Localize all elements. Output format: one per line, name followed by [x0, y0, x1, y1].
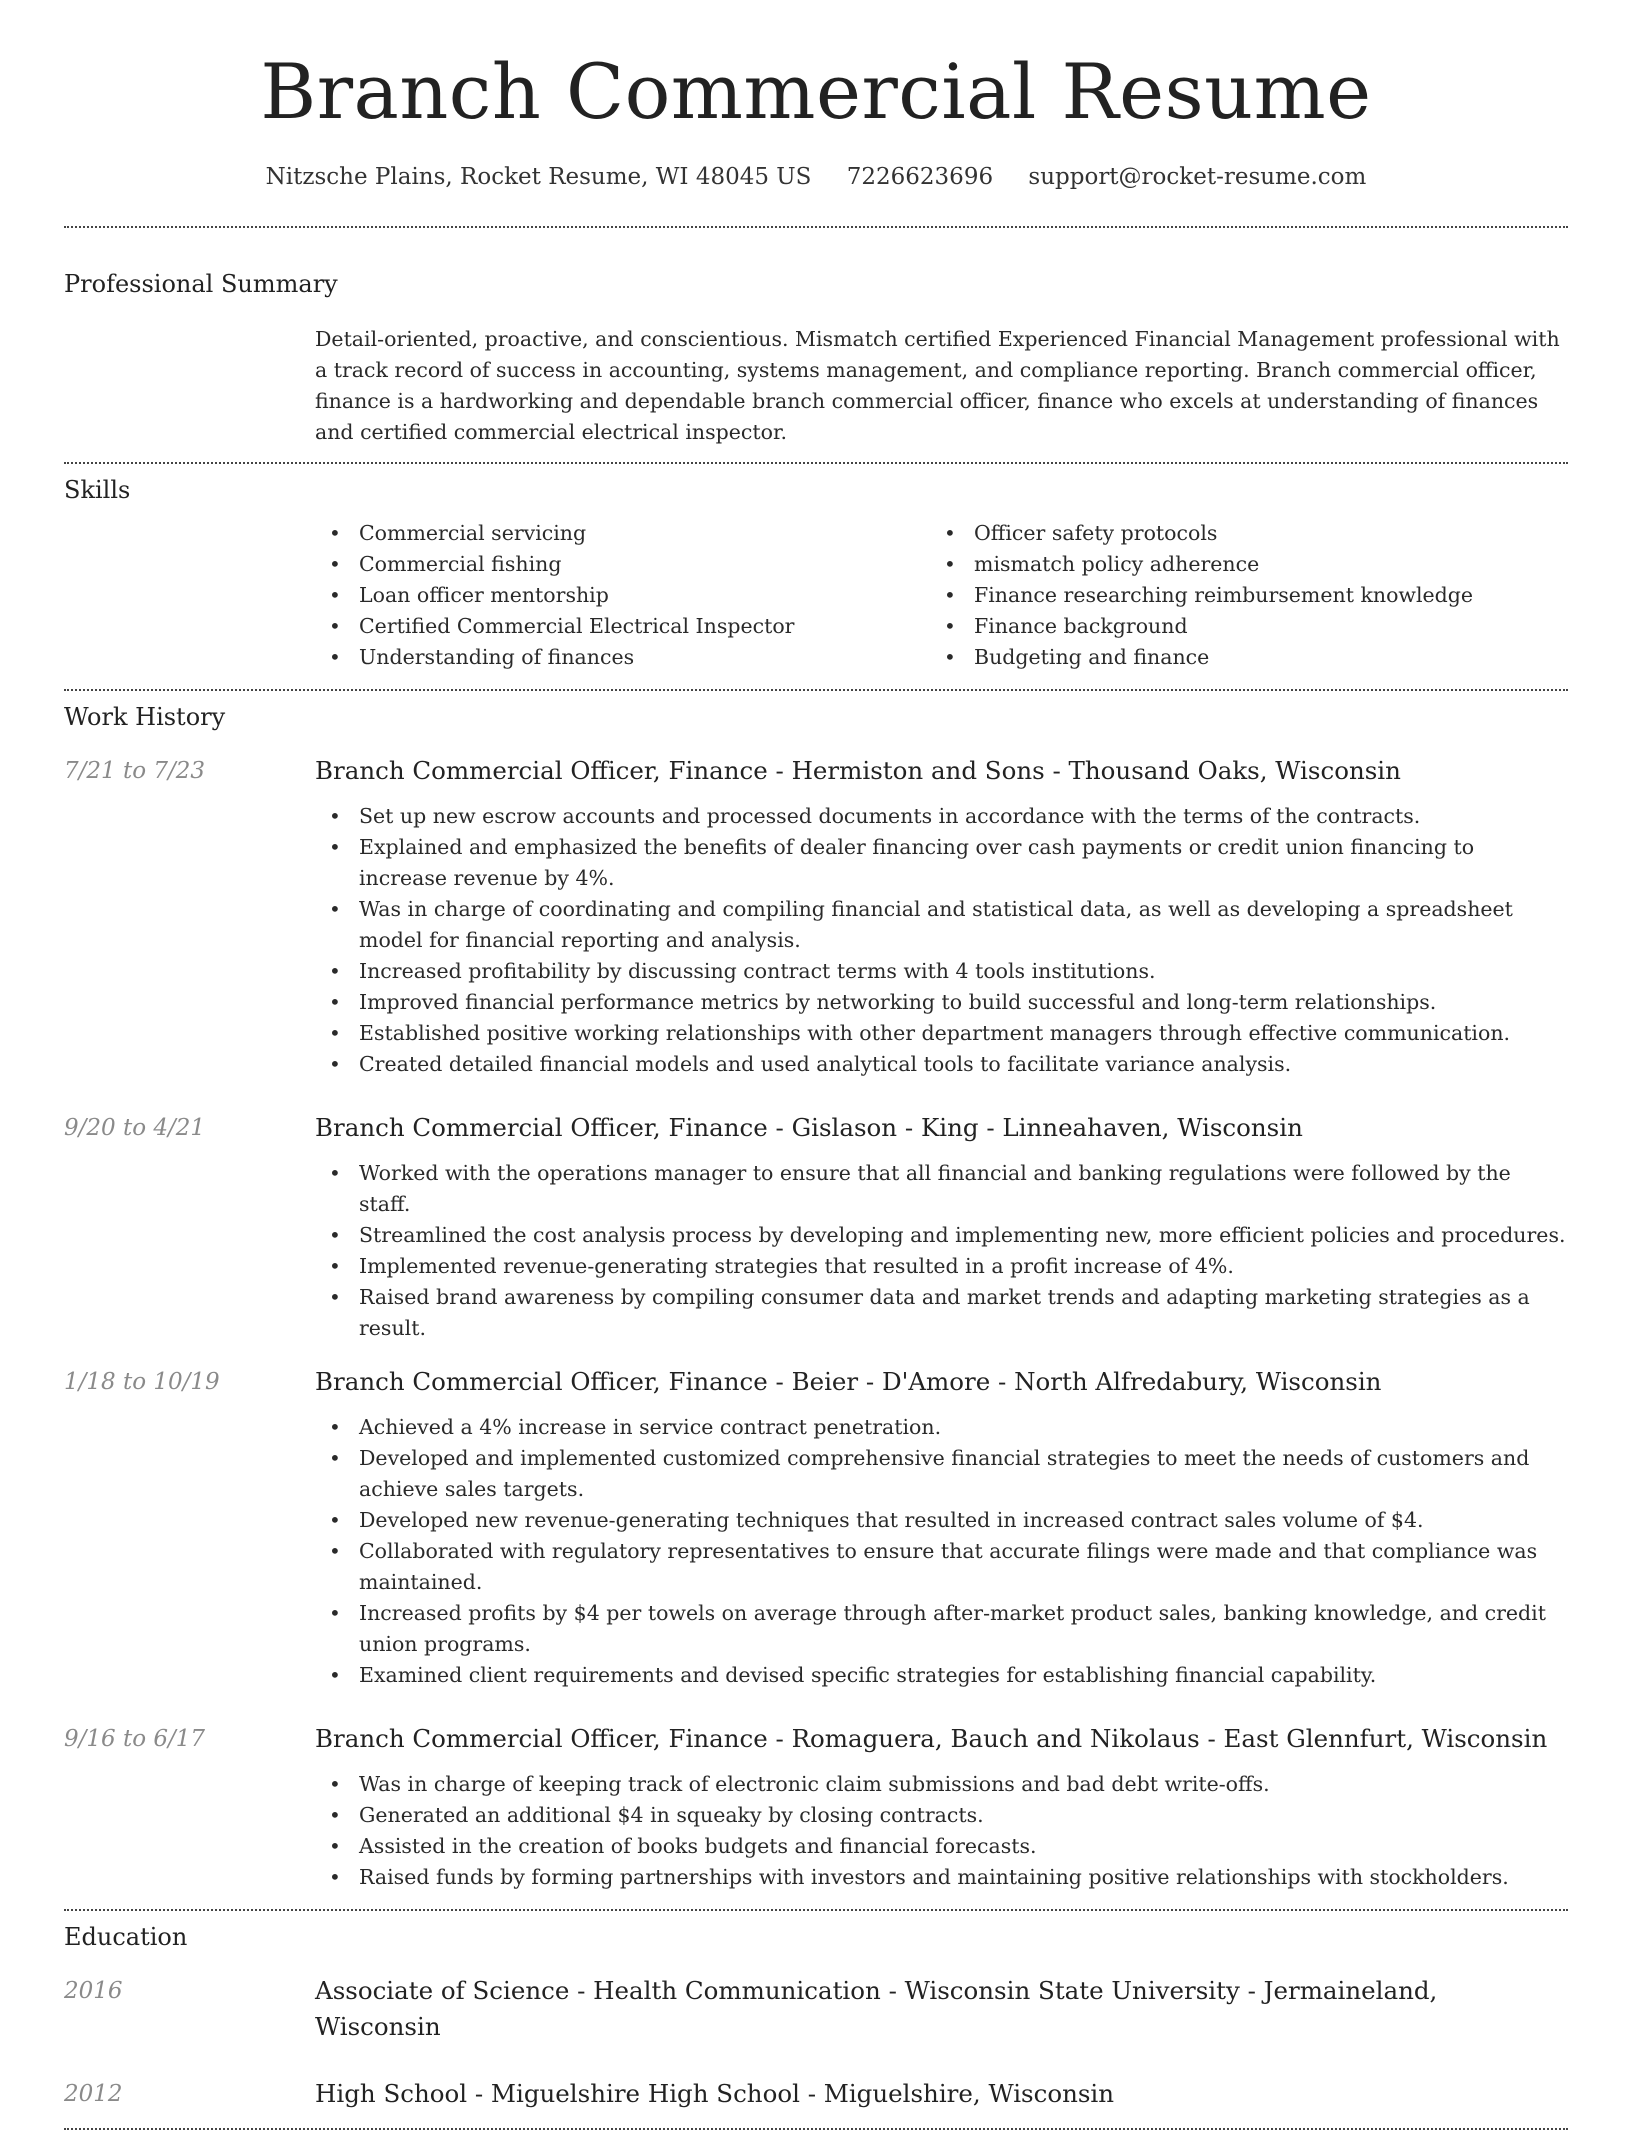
job-bullet: • Generated an additional $4 in squeaky by closing contracts.	[315, 1800, 1568, 1831]
job-body	[315, 1364, 1568, 1691]
skill-item: • Budgeting and finance	[930, 642, 1545, 673]
job-bullet: • Was in charge of keeping track of electronic claim submissions and bad debt write-offs.	[315, 1769, 1568, 1800]
skills-column-left	[315, 518, 930, 673]
section-heading: Skills	[64, 475, 131, 504]
contact-line	[64, 164, 1568, 190]
education-entry	[64, 2076, 1568, 2112]
section-heading: Professional Summary	[64, 269, 338, 298]
skill-item: • Officer safety protocols	[930, 518, 1545, 549]
education-title: Associate of Science - Health Communication - Wisconsin State University - Jermaineland, Wisconsin	[315, 1975, 1438, 2041]
job-bullet: • Was in charge of coordinating and compiling financial and statistical data, as well as developing a spreadsheet model for financial reporting and analysis.	[315, 894, 1568, 956]
job-bullet: • Set up new escrow accounts and processed documents in accordance with the terms of the contracts.	[315, 801, 1568, 832]
job-bullet: • Established positive working relationships with other department managers through effective communication.	[315, 1018, 1568, 1049]
job-bullets	[315, 801, 1568, 1080]
job-title: Branch Commercial Officer, Finance - Gislason - King - Linneahaven, Wisconsin	[315, 1112, 1303, 1142]
contact-email[interactable]: support@rocket-resume.com	[1028, 163, 1367, 190]
skill-item: • Loan officer mentorship	[315, 580, 930, 611]
job-entry	[64, 1364, 1568, 1691]
job-bullet: • Collaborated with regulatory representatives to ensure that accurate filings were made and that compliance was maintained.	[315, 1536, 1568, 1598]
job-dates: 9/16 to 6/17	[64, 1725, 206, 1752]
section-heading: Education	[64, 1922, 188, 1951]
education-year: 2016	[64, 1977, 123, 2004]
job-body	[315, 1721, 1568, 1893]
work-history-section	[64, 691, 1568, 1893]
job-bullets	[315, 1158, 1568, 1344]
skills-column-right	[930, 518, 1545, 673]
skills-list	[315, 518, 1568, 673]
job-body	[315, 1110, 1568, 1344]
job-bullet: • Raised funds by forming partnerships with investors and maintaining positive relationships with stockholders.	[315, 1862, 1568, 1893]
job-dates: 7/21 to 7/23	[64, 757, 206, 784]
skills-section	[64, 464, 1568, 673]
job-bullet: • Explained and emphasized the benefits of dealer financing over cash payments or credit union financing to increase revenue by 4%.	[315, 832, 1568, 894]
job-dates: 9/20 to 4/21	[64, 1114, 206, 1141]
education-entry	[64, 1973, 1568, 2045]
job-title: Branch Commercial Officer, Finance - Romaguera, Bauch and Nikolaus - East Glennfurt, Wisconsin	[315, 1723, 1548, 1753]
skill-item: • Certified Commercial Electrical Inspector	[315, 611, 930, 642]
job-bullet: • Increased profitability by discussing contract terms with 4 tools institutions.	[315, 956, 1568, 987]
job-body	[315, 753, 1568, 1080]
job-bullets	[315, 1412, 1568, 1691]
education-title: High School - Miguelshire High School - Miguelshire, Wisconsin	[315, 2078, 1115, 2108]
job-bullet: • Assisted in the creation of books budgets and financial forecasts.	[315, 1831, 1568, 1862]
job-dates: 1/18 to 10/19	[64, 1368, 220, 1395]
education-section	[64, 1911, 1568, 2112]
contact-phone: 7226623696	[846, 163, 994, 190]
divider	[64, 2128, 1568, 2130]
job-entry	[64, 1110, 1568, 1344]
section-heading: Work History	[64, 702, 226, 731]
job-bullet: • Created detailed financial models and used analytical tools to facilitate variance analysis.	[315, 1049, 1568, 1080]
job-bullet: • Raised brand awareness by compiling consumer data and market trends and adapting marketing strategies as a result.	[315, 1282, 1568, 1344]
job-bullet: • Improved financial performance metrics by networking to build successful and long-term relationships.	[315, 987, 1568, 1018]
skill-item: • Commercial servicing	[315, 518, 930, 549]
job-bullet: • Examined client requirements and devised specific strategies for establishing financial capability.	[315, 1660, 1568, 1691]
skill-item: • mismatch policy adherence	[930, 549, 1545, 580]
skill-item: • Finance researching reimbursement knowledge	[930, 580, 1545, 611]
job-bullet: • Implemented revenue-generating strategies that resulted in a profit increase of 4%.	[315, 1251, 1568, 1282]
skill-item: • Finance background	[930, 611, 1545, 642]
job-bullets	[315, 1769, 1568, 1893]
resume-header	[64, 0, 1568, 190]
job-bullet: • Increased profits by $4 per towels on average through after-market product sales, banking knowledge, and credit union programs.	[315, 1598, 1568, 1660]
skill-item: • Commercial fishing	[315, 549, 930, 580]
job-bullet: • Worked with the operations manager to ensure that all financial and banking regulations were followed by the staff.	[315, 1158, 1568, 1220]
job-bullet: • Streamlined the cost analysis process by developing and implementing new, more efficient policies and procedures.	[315, 1220, 1568, 1251]
job-bullet: • Developed and implemented customized comprehensive financial strategies to meet the needs of customers and achieve sales targets.	[315, 1443, 1568, 1505]
job-title: Branch Commercial Officer, Finance - Beier - D'Amore - North Alfredabury, Wisconsin	[315, 1366, 1382, 1396]
skill-item: • Understanding of finances	[315, 642, 930, 673]
page-title: Branch Commercial Resume	[260, 47, 1372, 136]
job-bullet: • Achieved a 4% increase in service contract penetration.	[315, 1412, 1568, 1443]
job-entry	[64, 1721, 1568, 1893]
job-entry	[64, 753, 1568, 1080]
contact-address: Nitzsche Plains, Rocket Resume, WI 48045 US	[265, 163, 812, 190]
resume-page	[64, 0, 1568, 2130]
job-bullet: • Developed new revenue-generating techniques that resulted in increased contract sales volume of $4.	[315, 1505, 1568, 1536]
job-title: Branch Commercial Officer, Finance - Hermiston and Sons - Thousand Oaks, Wisconsin	[315, 755, 1401, 785]
summary-text: Detail-oriented, proactive, and conscientious. Mismatch certified Experienced Financial Management professional with a track record of success in accounting, systems management, and compliance reporting. Branch commercial officer, finance is a hardworking and dependable branch commercial officer, finance who excels at understanding of finances and certified commercial electrical inspector.	[315, 326, 1560, 444]
education-year: 2012	[64, 2080, 123, 2107]
summary-section	[64, 228, 1568, 448]
